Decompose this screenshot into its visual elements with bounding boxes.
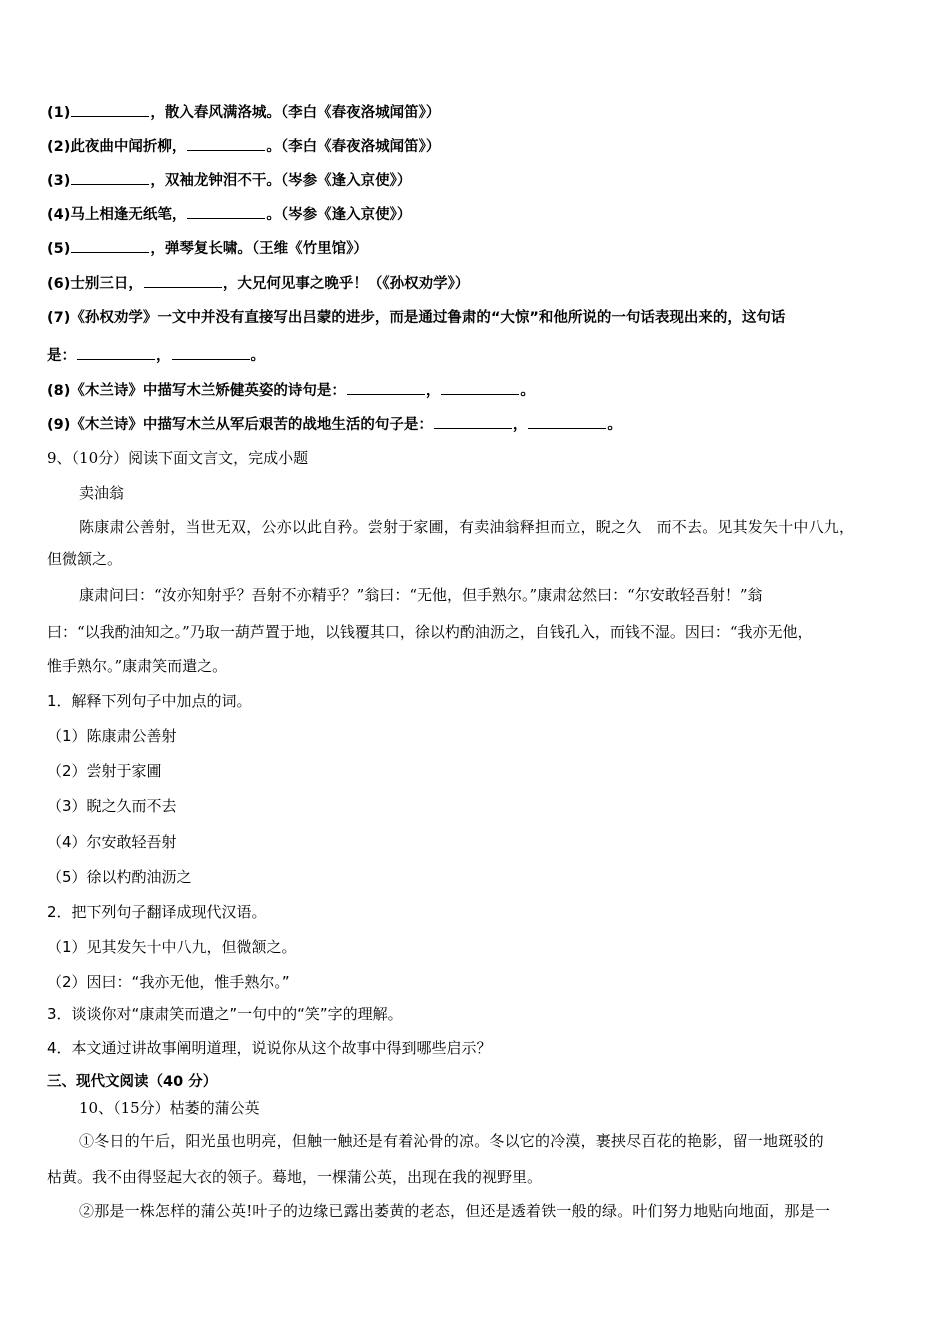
recitation-line-6: (6)士别三日， ，大兄何见事之晚乎！（《孙权劝学》） <box>47 273 469 294</box>
recitation-line-1: (1) ，散入春风满洛城。（李白《春夜洛城闻笛》） <box>47 102 440 123</box>
recitation-line-4: (4)马上相逢无纸笔， 。（岑参《逢入京使》） <box>47 204 411 225</box>
recitation-line-3: (3) ，双袖龙钟泪不干。（岑参《逢入京使》） <box>47 170 411 191</box>
recitation-line-2: (2)此夜曲中闻折柳， 。（李白《春夜洛城闻笛》） <box>47 136 440 157</box>
q9-sub4: 4．本文通过讲故事阐明道理，说说你从这个故事中得到哪些启示？ <box>47 1039 492 1057</box>
answer-blank[interactable] <box>172 345 250 360</box>
answer-blank[interactable] <box>528 414 606 429</box>
answer-blank[interactable] <box>187 204 265 219</box>
q9-sub1-item: （4）尔安敢轻吾射 <box>47 833 177 851</box>
q10-header: 10、（15分）枯萎的蒲公英 <box>79 1099 260 1117</box>
q9-sub2-item: （1）见其发矢十中八九，但微颔之。 <box>47 938 297 956</box>
answer-blank[interactable] <box>71 170 149 185</box>
answer-blank[interactable] <box>434 414 512 429</box>
recitation-line-7b: 是： ， 。 <box>47 345 265 366</box>
answer-blank[interactable] <box>71 238 149 253</box>
q10-paragraph1-line1: ①冬日的午后，阳光虽也明亮，但触一触还是有着沁骨的凉。冬以它的冷漠，裹挟尽百花的艳影，留一地斑驳的 <box>79 1132 824 1150</box>
q9-paragraph2-line2: 曰：“以我酌油知之。”乃取一葫芦置于地，以钱覆其口，徐以杓酌油沥之，自钱孔入，而钱不湿。因曰：“我亦无他， <box>47 623 813 641</box>
answer-blank[interactable] <box>144 273 222 288</box>
q9-sub2: 2．把下列句子翻译成现代汉语。 <box>47 903 267 921</box>
q9-paragraph1-line2: 但微颔之。 <box>47 550 123 568</box>
recitation-line-5: (5) ，弹琴复长啸。（王维《竹里馆》） <box>47 238 368 259</box>
q9-title: 卖油翁 <box>79 484 125 502</box>
q9-sub1: 1．解释下列句子中加点的词。 <box>47 692 252 710</box>
q10-paragraph2-line1: ②那是一株怎样的蒲公英!叶子的边缘已露出萎黄的老态，但还是透着铁一般的绿。叶们努力地贴向地面，那是一 <box>79 1202 831 1220</box>
q9-sub1-item: （5）徐以杓酌油沥之 <box>47 868 192 886</box>
q9-sub1-item: （3）睨之久而不去 <box>47 797 177 815</box>
answer-blank[interactable] <box>71 102 149 117</box>
q9-sub1-item: （1）陈康肃公善射 <box>47 727 177 745</box>
q9-header: 9、（10分）阅读下面文言文，完成小题 <box>47 449 309 467</box>
recitation-line-7: (7)《孙权劝学》一文中并没有直接写出吕蒙的进步，而是通过鲁肃的“大惊”和他所说的一句话表现出来的，这句话 <box>47 310 786 326</box>
q9-sub1-item: （2）尝射于家圃 <box>47 762 162 780</box>
recitation-line-8: (8)《木兰诗》中描写木兰矫健英姿的诗句是： ， 。 <box>47 380 535 401</box>
q9-paragraph1-line1: 陈康肃公善射，当世无双，公亦以此自矜。尝射于家圃，有卖油翁释担而立，睨之久 而不去。见其发矢十中八九， <box>79 518 855 536</box>
q9-paragraph2-line3: 惟手熟尔。”康肃笑而遣之。 <box>47 657 228 675</box>
q9-paragraph2-line1: 康肃问曰：“汝亦知射乎？吾射不亦精乎？”翁曰：“无他，但手熟尔。”康肃忿然曰：“尔安敢轻吾射！”翁 <box>79 586 763 604</box>
answer-blank[interactable] <box>441 380 519 395</box>
q10-paragraph1-line2: 枯黄。我不由得竖起大衣的领子。蓦地，一棵蒲公英，出现在我的视野里。 <box>47 1168 543 1186</box>
q9-sub3: 3．谈谈你对“康肃笑而遣之”一句中的“笑”字的理解。 <box>47 1005 403 1023</box>
answer-blank[interactable] <box>77 345 155 360</box>
recitation-line-9: (9)《木兰诗》中描写木兰从军后艰苦的战地生活的句子是： ， 。 <box>47 414 622 435</box>
answer-blank[interactable] <box>347 380 425 395</box>
q9-sub2-item: （2）因曰：“我亦无他，惟手熟尔。” <box>47 973 290 991</box>
section3-heading: 三、现代文阅读（40 分） <box>47 1074 218 1090</box>
answer-blank[interactable] <box>187 136 265 151</box>
